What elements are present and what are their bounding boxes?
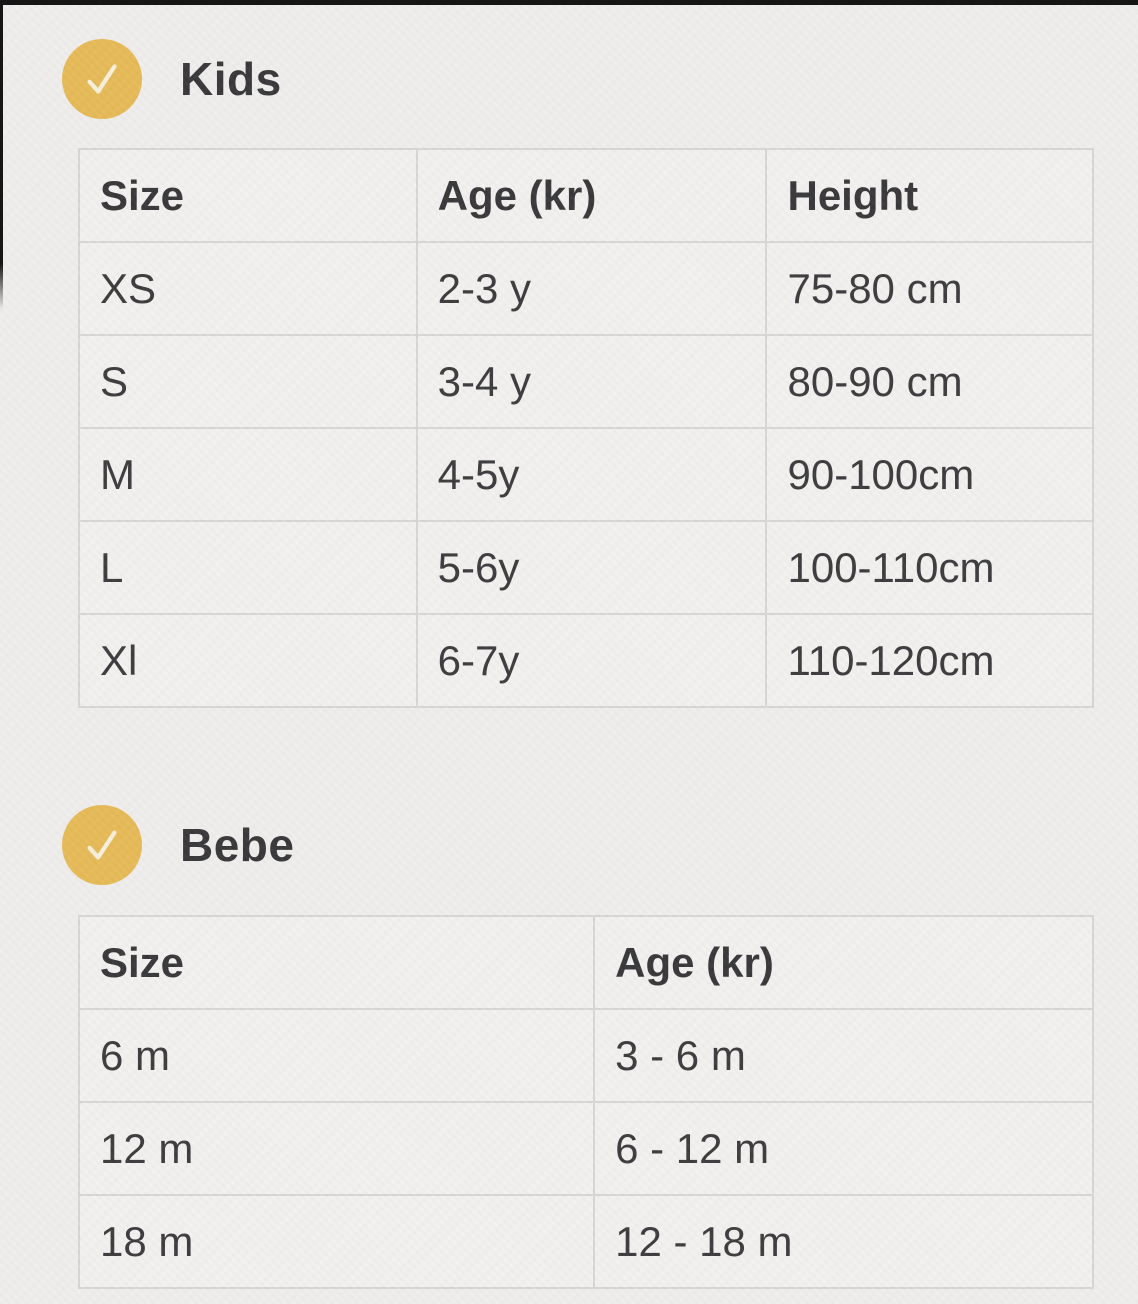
- table-header-row: [79, 149, 1093, 242]
- section-title-kids: Kids: [180, 53, 282, 105]
- age-cell: 3-4 y: [417, 335, 767, 428]
- table-row: [79, 614, 1093, 707]
- size-cell: 6 m: [79, 1009, 594, 1102]
- size-cell: XS: [79, 242, 417, 335]
- age-cell: 12 - 18 m: [594, 1195, 1093, 1288]
- size-cell: M: [79, 428, 417, 521]
- size-cell: 12 m: [79, 1102, 594, 1195]
- table-row: [79, 521, 1093, 614]
- table-row: [79, 1102, 1093, 1195]
- height-cell: 80-90 cm: [766, 335, 1093, 428]
- height-cell: 100-110cm: [766, 521, 1093, 614]
- kids-checkbox[interactable]: [62, 39, 142, 119]
- size-cell: 18 m: [79, 1195, 594, 1288]
- age-cell: 5-6y: [417, 521, 767, 614]
- column-header-size: Size: [79, 916, 594, 1009]
- section-header-bebe: [62, 805, 294, 885]
- age-cell: 6 - 12 m: [594, 1102, 1093, 1195]
- size-cell: Xl: [79, 614, 417, 707]
- checkmark-icon: [79, 822, 125, 868]
- column-header-height: Height: [766, 149, 1093, 242]
- height-cell: 75-80 cm: [766, 242, 1093, 335]
- photo-edge-top: [0, 0, 1138, 5]
- kids-size-table: [78, 148, 1094, 708]
- photo-edge-left: [0, 0, 3, 310]
- section-header-kids: [62, 39, 282, 119]
- table-row: [79, 1195, 1093, 1288]
- checkmark-icon: [79, 56, 125, 102]
- table-row: [79, 335, 1093, 428]
- table-row: [79, 1009, 1093, 1102]
- size-cell: S: [79, 335, 417, 428]
- table-row: [79, 428, 1093, 521]
- table-row: [79, 242, 1093, 335]
- section-title-bebe: Bebe: [180, 819, 295, 871]
- height-cell: 110-120cm: [766, 614, 1093, 707]
- size-cell: L: [79, 521, 417, 614]
- bebe-size-table: [78, 915, 1094, 1289]
- table-header-row: [79, 916, 1093, 1009]
- age-cell: 2-3 y: [417, 242, 767, 335]
- column-header-age: Age (kr): [417, 149, 767, 242]
- age-cell: 3 - 6 m: [594, 1009, 1093, 1102]
- age-cell: 6-7y: [417, 614, 767, 707]
- column-header-size: Size: [79, 149, 417, 242]
- column-header-age: Age (kr): [594, 916, 1093, 1009]
- height-cell: 90-100cm: [766, 428, 1093, 521]
- age-cell: 4-5y: [417, 428, 767, 521]
- bebe-checkbox[interactable]: [62, 805, 142, 885]
